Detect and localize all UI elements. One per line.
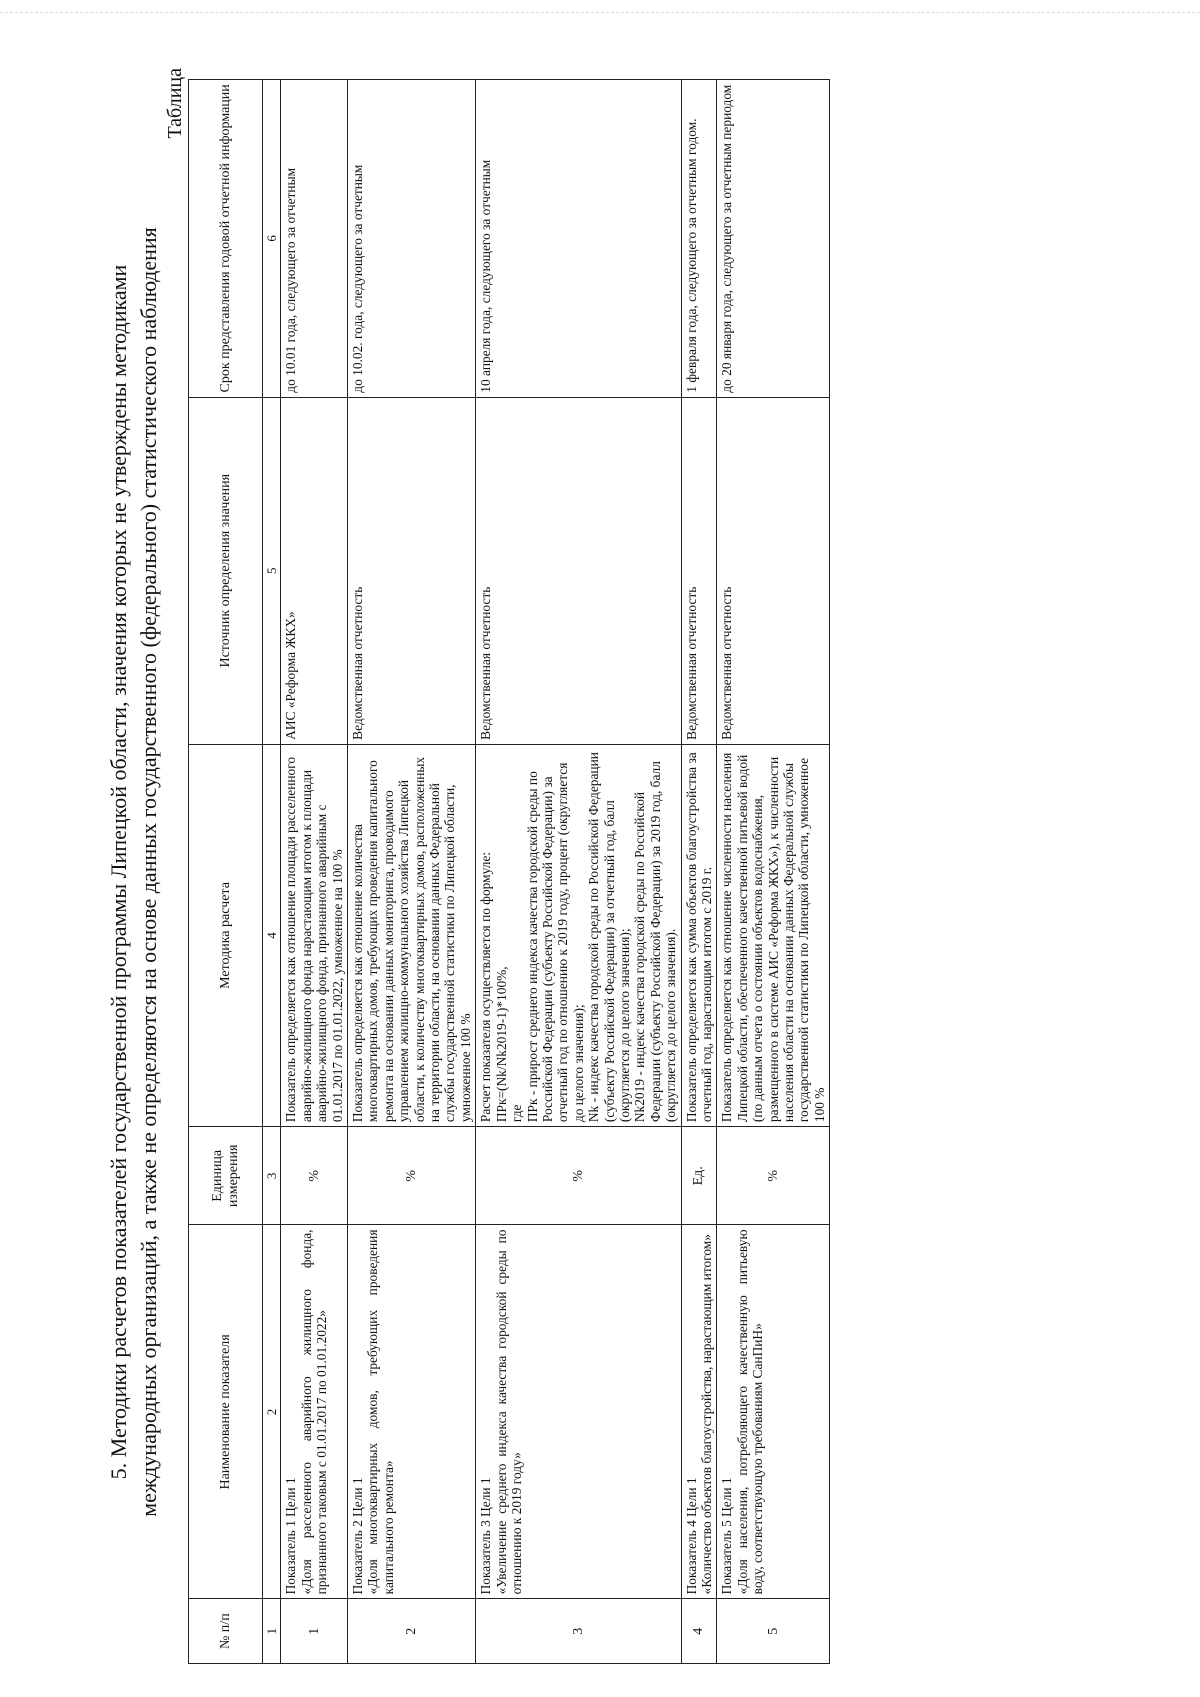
method-line: Показатель определяется как отношение площади расселенного аварийно-жилищного фонда нарастающим итогом к площади аварийно-жилищного фонда, признанного аварийным с 01.01.2017 по 01.01.2022, умноженное на 100 % <box>283 756 345 1123</box>
table-caption: Таблица <box>164 68 186 139</box>
column-number: 6 <box>263 80 281 398</box>
method-line: Показатель определяется как отношение количества многоквартирных домов, требующих проведения капитального ремонта на основании данных мониторинга, проводимого управлением жилищно-коммунального хозяйства Липецкой области, к количеству многоквартирных домов, расположенных на территории области, на основании данных Федеральной службы государственной статистики по Липецкой области, умноженное 100 % <box>350 756 473 1123</box>
rotated-page <box>82 62 1172 1682</box>
table-row <box>281 80 348 1664</box>
table-row <box>348 80 476 1664</box>
column-number: 5 <box>263 397 281 744</box>
indicator-name-line: Показатель 4 Цели 1 <box>683 1477 699 1595</box>
method-cell <box>281 744 348 1126</box>
method-line: Показатель определяется как сумма объектов благоустройства за отчетный год, нарастающим итогом с 2019 г. <box>683 752 714 1123</box>
indicator-name-cell <box>348 1225 476 1599</box>
header-method: Методика расчета <box>189 744 263 1126</box>
unit-cell: % <box>476 1127 681 1225</box>
row-number-cell: 1 <box>281 1599 348 1664</box>
indicator-name-line: «Увеличение среднего индекса качества городской среды по отношению к 2019 году» <box>493 1229 525 1595</box>
header-deadline: Срок представления годовой отчетной информации <box>189 80 263 398</box>
method-cell <box>717 744 830 1126</box>
indicator-name-line: Показатель 1 Цели 1 <box>283 1477 299 1595</box>
column-number: 4 <box>263 744 281 1126</box>
method-line: Расчет показателя осуществляется по формуле: <box>478 851 494 1123</box>
unit-cell: % <box>348 1127 476 1225</box>
indicator-name-cell <box>717 1225 830 1599</box>
method-line: ПРк=(Nk/Nk2019-1)*100%, <box>493 966 509 1123</box>
table-row <box>476 80 681 1664</box>
indicator-name-cell <box>681 1225 717 1599</box>
title-line-1: 5. Методики расчетов показателей государственной программы Липецкой области, значения которых не утверждены методиками <box>106 264 131 1480</box>
indicator-name-line: «Количество объектов благоустройства, нарастающим итогом» <box>698 1234 714 1595</box>
header-unit: Единица измерения <box>189 1127 263 1225</box>
deadline-cell: 10 апреля года, следующего за отчетным <box>476 80 681 398</box>
indicator-name-line: Показатель 5 Цели 1 <box>719 1477 735 1595</box>
indicator-name-line: «Доля населения, потребляющего качественную питьевую воду, соответствующую требованиям СанПиН» <box>734 1229 766 1595</box>
table-body <box>263 80 830 1664</box>
indicator-name-line: «Доля расселенного аварийного жилищного фонда, признанного таковым с 01.01.2017 по 01.01.2022» <box>298 1229 330 1595</box>
indicators-table <box>188 79 830 1664</box>
header-num: № п/п <box>189 1599 263 1664</box>
source-cell: Ведомственная отчетность <box>717 397 830 744</box>
column-number: 1 <box>263 1599 281 1664</box>
source-cell: Ведомственная отчетность <box>681 397 717 744</box>
row-number-cell: 5 <box>717 1599 830 1664</box>
title-line-2: международных организаций, а также не определяются на основе данных государственного (федерального) статистического наблюдения <box>136 227 161 1517</box>
row-number-cell: 4 <box>681 1599 717 1664</box>
document-title <box>104 62 164 1682</box>
header-row <box>189 80 263 1664</box>
row-number-cell: 2 <box>348 1599 476 1664</box>
source-cell: Ведомственная отчетность <box>476 397 681 744</box>
deadline-cell: до 10.02. года, следующего за отчетным <box>348 80 476 398</box>
scan-top-edge <box>0 12 1200 13</box>
source-cell: Ведомственная отчетность <box>348 397 476 744</box>
method-line: Показатель определяется как отношение численности населения Липецкой области, обеспеченного качественной питьевой водой (по данным отчета о состоянии объектов водоснабжения, размещенного в системе АИС «Реформа ЖКХ»), к численности населения области на основании данных Федеральной службы государственной статистики по Липецкой области, умноженное 100 % <box>719 752 827 1123</box>
deadline-cell: до 10.01 года, следующего за отчетным <box>281 80 348 398</box>
indicator-name-line: Показатель 3 Цели 1 <box>478 1477 494 1595</box>
indicator-name-cell <box>476 1225 681 1599</box>
deadline-cell: до 20 января года, следующего за отчетным периодом <box>717 80 830 398</box>
indicator-name-line: «Доля многоквартирных домов, требующих проведения капитального ремонта» <box>365 1229 396 1595</box>
method-line: где <box>509 1104 525 1123</box>
table-row <box>717 80 830 1664</box>
indicator-name-line: Показатель 2 Цели 1 <box>350 1477 366 1595</box>
column-number: 3 <box>263 1127 281 1225</box>
deadline-cell: 1 февраля года, следующего за отчетным годом. <box>681 80 717 398</box>
source-cell: АИС «Реформа ЖКХ» <box>281 397 348 744</box>
method-line: ПРк - прирост среднего индекса качества городской среды по Российской Федерации (субъекту Российской Федерации) за отчетный год по отношению к 2019 году, процент (округляется до целого значения); <box>524 762 586 1123</box>
method-cell <box>476 744 681 1126</box>
table-row <box>681 80 717 1664</box>
unit-cell: % <box>281 1127 348 1225</box>
unit-cell: Ед. <box>681 1127 717 1225</box>
row-number-cell: 3 <box>476 1599 681 1664</box>
header-source: Источник определения значения <box>189 397 263 744</box>
method-line: Nk - индекс качества городской среды по Российской Федерации (субъекту Российской Федерации) за отчетный год, балл (округляется до целого значения); <box>586 752 632 1123</box>
column-number: 2 <box>263 1225 281 1599</box>
method-cell <box>348 744 476 1126</box>
method-line: Nk2019 - индекс качества городской среды по Российской Федерации (субъекту Российской Федерации) за 2019 год, балл (округляется до целого значения). <box>632 761 679 1123</box>
method-cell <box>681 744 717 1126</box>
column-number-row <box>263 80 281 1664</box>
header-name: Наименование показателя <box>189 1225 263 1599</box>
indicator-name-cell <box>281 1225 348 1599</box>
unit-cell: % <box>717 1127 830 1225</box>
